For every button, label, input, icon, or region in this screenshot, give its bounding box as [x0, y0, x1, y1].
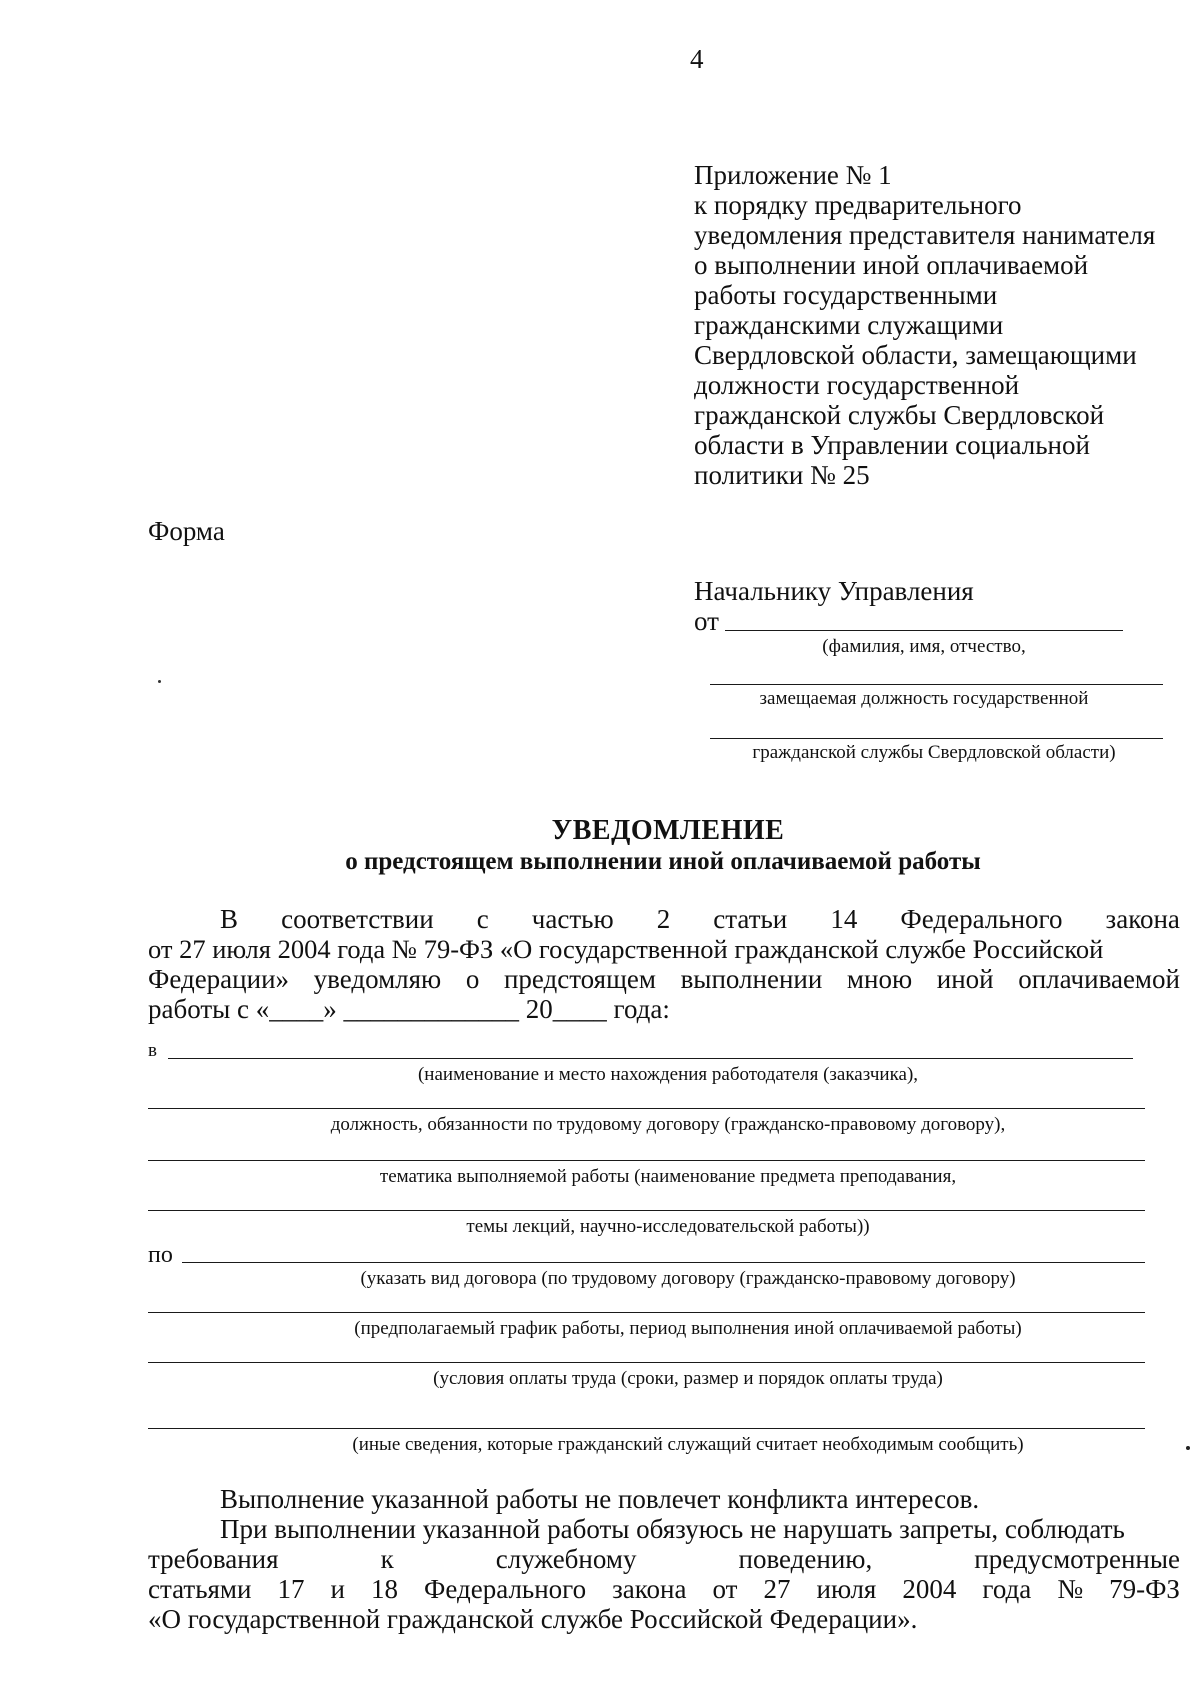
scan-speck	[158, 680, 161, 683]
caption-position: должность, обязанности по трудовому договору (гражданско-правовому договору),	[330, 1114, 1006, 1135]
word: мною	[846, 964, 913, 994]
word: предстоящем	[503, 964, 656, 994]
appendix-line: должности государственной	[694, 370, 1020, 400]
caption-employer: (наименование и место нахождения работодателя (заказчика),	[417, 1064, 919, 1085]
word: июля	[816, 1574, 877, 1604]
word: 17	[277, 1574, 305, 1604]
word: предусмотренные	[974, 1544, 1180, 1574]
addressee-to: Начальнику Управления	[694, 576, 974, 606]
appendix-line: о выполнении иной оплачиваемой	[694, 250, 1089, 280]
appendix-line: к порядку предварительного	[694, 190, 1022, 220]
caption-schedule: (предполагаемый график работы, период выполнения иной оплачиваемой работы)	[354, 1318, 1022, 1339]
paragraph-line-3	[148, 964, 1180, 994]
field-prefix-v: в	[148, 1040, 157, 1061]
word: года	[982, 1574, 1032, 1604]
document-subtitle: о предстоящем выполнении иной оплачиваемой работы	[345, 848, 981, 875]
word: Федерации»	[148, 964, 290, 994]
word: №	[1057, 1574, 1084, 1604]
word: статьями	[148, 1574, 252, 1604]
appendix-line: уведомления представителя нанимателя	[694, 220, 1156, 250]
word: и	[330, 1574, 345, 1604]
closing-line-4	[148, 1574, 1180, 1604]
word: 27	[763, 1574, 791, 1604]
other-info-line[interactable]	[148, 1428, 1145, 1429]
word: иной	[936, 964, 994, 994]
word: 2004	[902, 1574, 957, 1604]
form-label: Форма	[148, 516, 225, 546]
payment-line[interactable]	[148, 1362, 1145, 1363]
word: 14	[830, 904, 858, 934]
word: к	[380, 1544, 394, 1574]
word: требования	[148, 1544, 279, 1574]
appendix-block	[694, 160, 1155, 490]
topic-line[interactable]	[148, 1160, 1145, 1161]
contract-line[interactable]	[182, 1262, 1145, 1263]
word: уведомляю	[313, 964, 442, 994]
paragraph-line-1	[220, 904, 1180, 934]
word: от	[712, 1574, 738, 1604]
schedule-line[interactable]	[148, 1312, 1145, 1313]
field-prefix-po: по	[148, 1242, 173, 1268]
word: частью	[531, 904, 614, 934]
caption-payment: (условия оплаты труда (сроки, размер и порядок оплаты труда)	[433, 1368, 943, 1389]
word: закона	[612, 1574, 687, 1604]
word: 18	[371, 1574, 399, 1604]
scan-speck	[1186, 1446, 1190, 1450]
appendix-line: Приложение № 1	[694, 160, 892, 190]
page-number: 4	[690, 44, 704, 74]
caption-other: (иные сведения, которые гражданский служащий считает необходимым сообщить)	[352, 1434, 1024, 1455]
caption-lectures: темы лекций, научно-исследовательской работы))	[466, 1216, 870, 1237]
word: соответствии	[281, 904, 434, 934]
word: выполнении	[680, 964, 823, 994]
word: поведению,	[738, 1544, 873, 1574]
word: Федерального	[900, 904, 1063, 934]
addressee-caption-service: гражданской службы Свердловской области)	[752, 742, 1116, 763]
word: оплачиваемой	[1018, 964, 1180, 994]
word: статьи	[713, 904, 788, 934]
word: Федерального	[424, 1574, 587, 1604]
appendix-line: политики № 25	[694, 460, 870, 490]
word: с	[476, 904, 489, 934]
word: 2	[656, 904, 671, 934]
lectures-line[interactable]	[148, 1210, 1145, 1211]
appendix-line: гражданской службы Свердловской	[694, 400, 1105, 430]
word: закона	[1105, 904, 1180, 934]
caption-topic: тематика выполняемой работы (наименование предмета преподавания,	[379, 1166, 957, 1187]
addressee-caption-name: (фамилия, имя, отчество,	[822, 636, 1026, 657]
closing-line-2: При выполнении указанной работы обязуюсь не нарушать запреты, соблюдать	[220, 1514, 1125, 1544]
position-line[interactable]	[148, 1108, 1145, 1109]
closing-line-3	[148, 1544, 1180, 1574]
addressee-from-prefix: от	[694, 606, 719, 636]
employer-line[interactable]	[168, 1058, 1133, 1059]
appendix-line: области в Управлении социальной	[694, 430, 1090, 460]
appendix-line: гражданскими служащими	[694, 310, 1004, 340]
word: служебному	[495, 1544, 637, 1574]
word: В	[220, 904, 239, 934]
closing-line-1: Выполнение указанной работы не повлечет конфликта интересов.	[220, 1484, 980, 1514]
addressee-position-line[interactable]	[710, 684, 1163, 685]
paragraph-line-2: от 27 июля 2004 года № 79-ФЗ «О государственной гражданской службе Российской	[148, 934, 1104, 964]
word: о	[465, 964, 480, 994]
document-title: УВЕДОМЛЕНИЕ	[551, 815, 785, 846]
appendix-line: работы государственными	[694, 280, 998, 310]
closing-line-5: «О государственной гражданской службе Российской Федерации».	[148, 1604, 918, 1634]
caption-contract: (указать вид договора (по трудовому договору (гражданско-правовому договору)	[360, 1268, 1016, 1289]
paragraph-line-4-date: работы с «____» _____________ 20____ года:	[148, 994, 670, 1024]
addressee-caption-position: замещаемая должность государственной	[759, 688, 1089, 709]
addressee-service-line[interactable]	[710, 738, 1163, 739]
appendix-line: Свердловской области, замещающими	[694, 340, 1137, 370]
addressee-name-line[interactable]	[725, 630, 1123, 631]
word: 79-ФЗ	[1109, 1574, 1180, 1604]
